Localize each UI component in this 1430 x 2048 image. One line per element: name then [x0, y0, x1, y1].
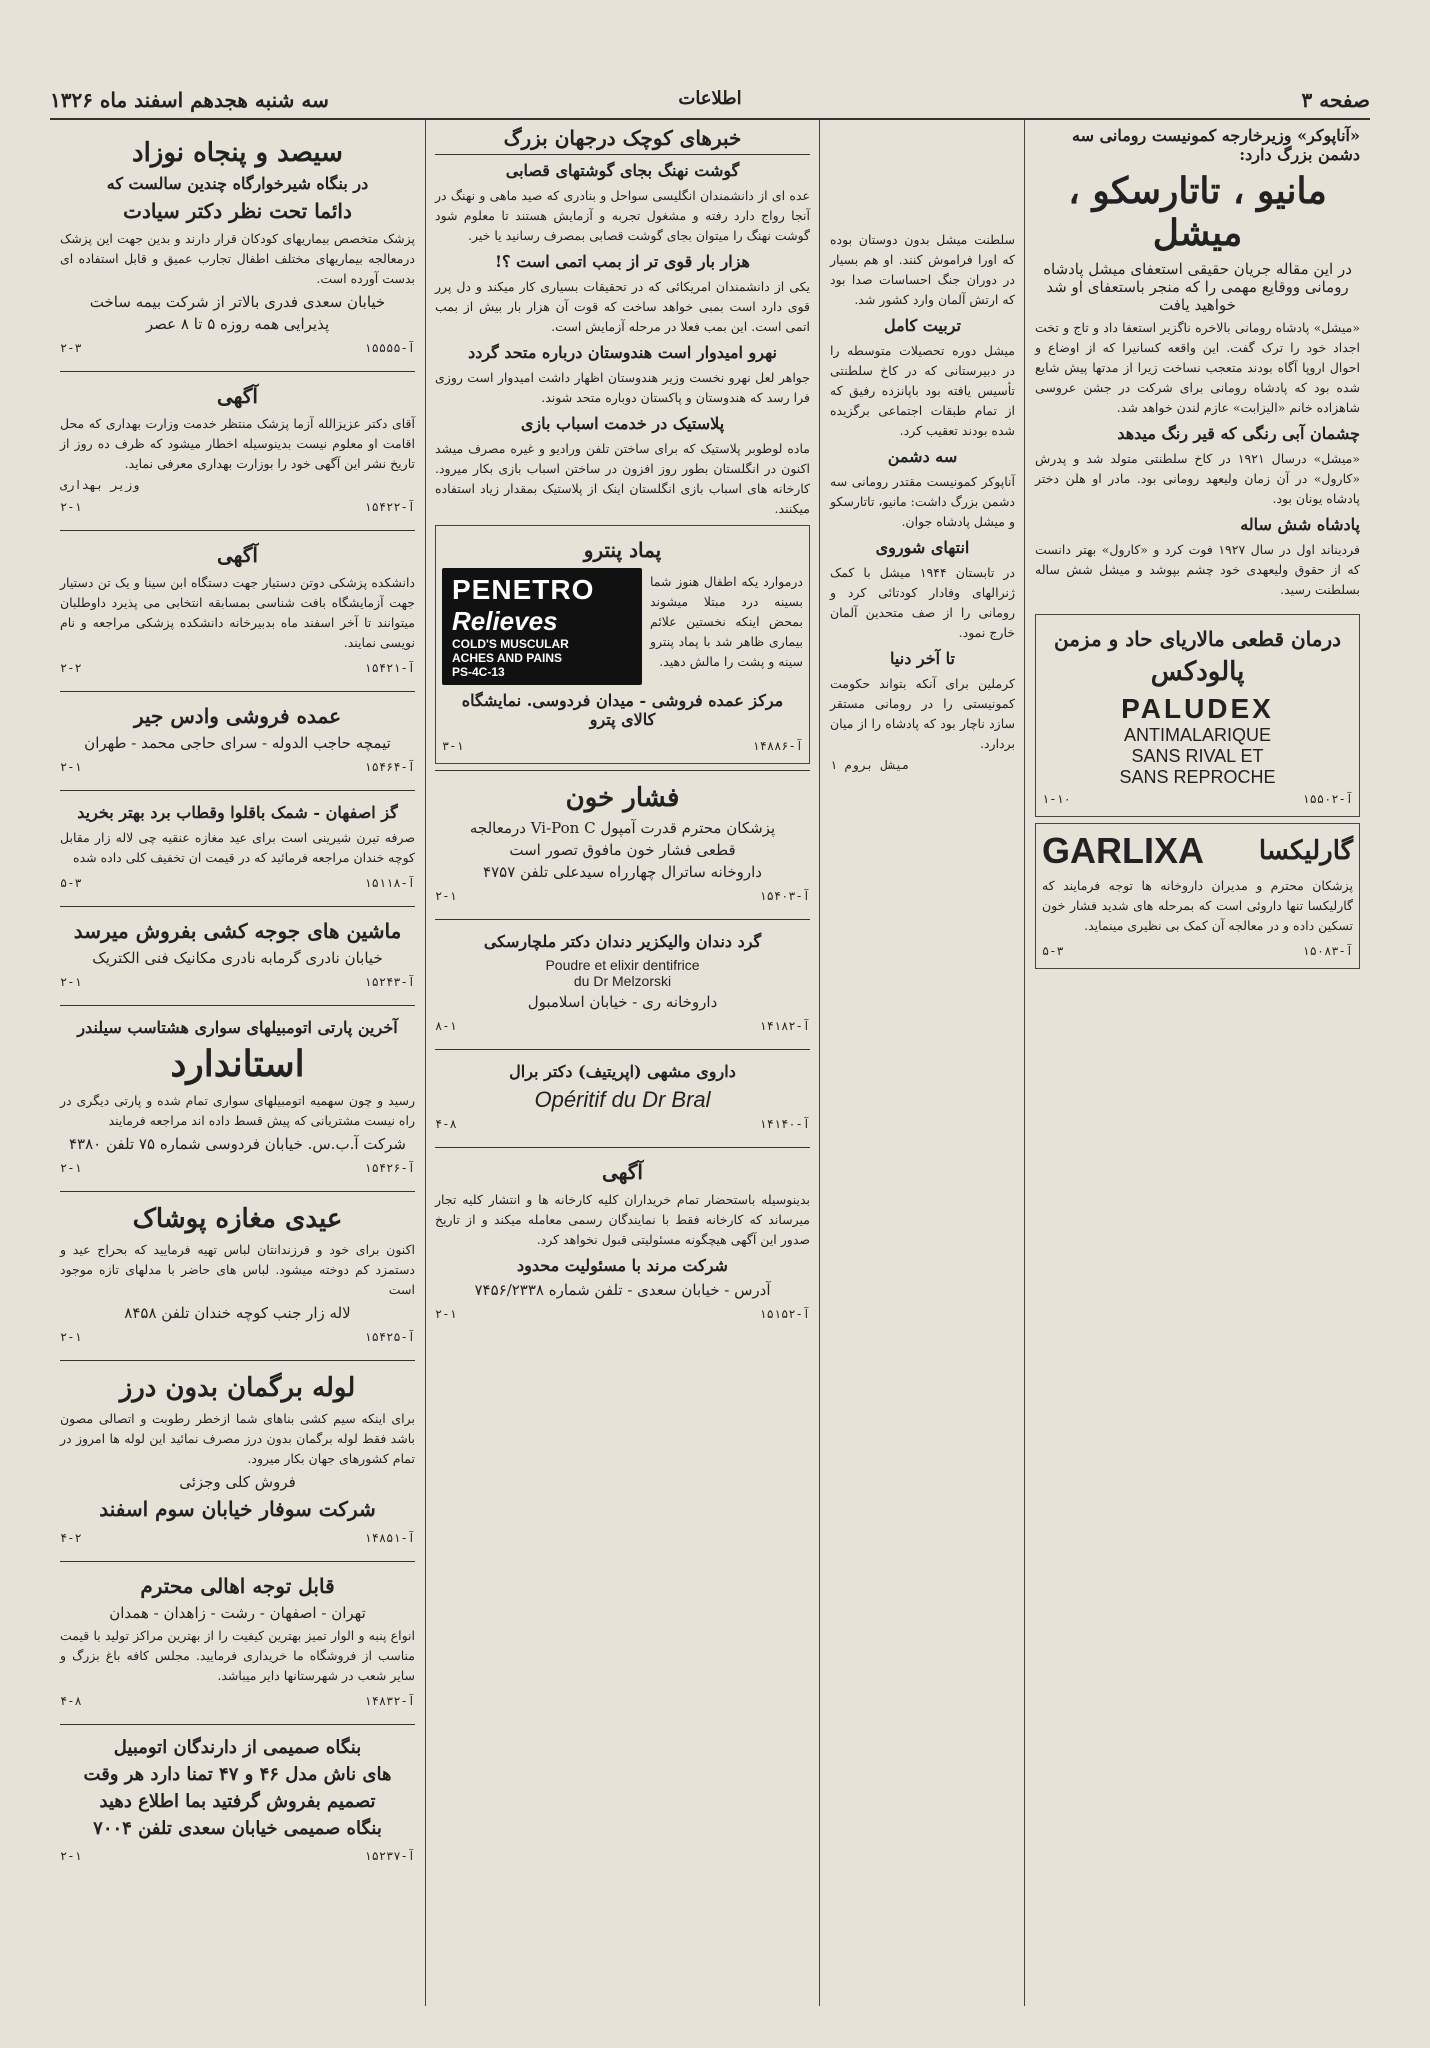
ad-tag: ۲-۱: [60, 760, 82, 774]
marand-notice: [435, 1147, 810, 1331]
article-paragraph: سلطنت میشل بدون دوستان بوده که اورا فراموش کنند. او هم بسیار در دوران جنگ احساسات صدا بود که ارتش آلمان وارد کشور شد.: [830, 232, 1015, 307]
paludex-line: SANS RIVAL ET: [1131, 746, 1264, 766]
news-headline: هزار بار قوی تر از بمب اتمی است ؟!: [495, 252, 750, 271]
news-paragraph: ماده لوطوبر پلاستیک که برای ساختن تلفن ورادیو و غیره مصرف میشد اکنون در انگلستان بطور روز افزون در ساختن اسباب بازی بکار میرود. کارخانه های اسباب بازی انگلستان اینک از پلاستیک بمقدار زیاد استفاده میکنند.: [435, 441, 810, 516]
pipe-company: شرکت سوفار خیابان سوم اسفند: [99, 1497, 376, 1521]
car-line: تصمیم بفروش گرفتید بما اطلاع دهید: [99, 1791, 376, 1812]
ad-ref: آ-۱۵۴۰۳: [759, 889, 810, 903]
penetro-ad: [435, 525, 810, 764]
notice-signature: وزیر بهداری: [60, 478, 140, 492]
ad-ref: آ-۱۴۱۴۰: [759, 1117, 810, 1131]
article-continuation-column: [820, 120, 1025, 2006]
ad-tag: ۲-۳: [60, 341, 82, 355]
ad-ref: آ-۱۵۴۲۵: [364, 1330, 415, 1344]
ad-ref: آ-۱۴۱۸۲: [759, 1019, 810, 1033]
pipe-seller: فروش کلی وجزئی: [179, 1473, 296, 1491]
notice-ad: [60, 530, 415, 685]
paludex-line: ANTIMALARIQUE: [1123, 725, 1272, 745]
notice-title: آگهی: [217, 543, 258, 567]
eidi-text: اکنون برای خود و فرزندانتان لباس تهیه فرمایید که بحراج عید و دستمزد کم دوخته میشود. لباس های حاضر با مدلهای تازه موجود است: [60, 1242, 415, 1297]
penetro-line: ACHES AND PAINS: [452, 651, 563, 665]
babies-title: سیصد و پنجاه نوزاد: [132, 138, 343, 168]
article-paragraph: «میشل» پادشاه رومانی بالاخره ناگزیر استعفا داد و تاج و تخت اجداد خود را ترک گفت. این واقعه کسانیرا که از اوضاع و احوال اروپا آگاه بودند متعجب نساخت زیرا از مدتها پیش شایع شده بود که پادشاه رومانی برای شرکت در جشن عروسی شاهزاده خانم «الیزابت» عازم لندن خواهد شد.: [1035, 320, 1360, 415]
standard-title: استاندارد: [170, 1043, 305, 1085]
bral-latin: Opéritif du Dr Bral: [534, 1087, 711, 1112]
paludex-ad: [1035, 614, 1360, 817]
page-number: صفحه ۳: [1301, 88, 1370, 112]
news-headline: گوشت نهنگ بجای گوشتهای قصابی: [505, 161, 740, 180]
section-heading: سه دشمن: [887, 447, 958, 466]
penetro-title: پماد پنترو: [583, 538, 662, 562]
babies-address: خیابان سعدی فدری بالاتر از شرکت بیمه ساخت: [89, 293, 386, 311]
ad-ref: آ-۱۵۰۸۳: [1302, 944, 1353, 958]
penetro-footer: مرکز عمده فروشی - میدان فردوسی. نمایشگاه کالای پترو: [461, 691, 784, 729]
pipe-ad: [60, 1360, 415, 1555]
sweets-text: صرفه تیرن شیرینی است برای عید مغازه عنقیه چی لاله زار مقابل کوچه خندان مراجعه فرمائید که در قیمت ان تخفیف کلی داده شده: [60, 830, 415, 865]
blood-line: پزشکان محترم قدرت آمپول Vi-Pon C درمعالجه: [469, 819, 776, 837]
ad-tag: ۴-۸: [60, 1694, 82, 1708]
ad-ref: آ-۱۵۴۶۴: [364, 760, 415, 774]
car-line: بنگاه صمیمی از دارندگان اتومبیل: [113, 1737, 362, 1758]
ad-tag: ۳-۱: [442, 739, 464, 753]
dental-latin: du Dr Melzorski: [573, 973, 672, 989]
car-dealer-ad: [60, 1724, 415, 1873]
ad-ref: آ-۱۵۴۲۱: [364, 661, 415, 675]
blood-line: قطعی فشار خون مافوق تصور است: [509, 841, 736, 859]
babies-hours: پذیرایی همه روزه ۵ تا ۸ عصر: [145, 315, 330, 333]
ad-tag: ۲-۱: [435, 1307, 457, 1321]
pipe-text: برای اینکه سیم کشی بناهای شما ازخطر رطوبت و اتصالی مصون باشد فقط لوله برگمان بدون درز مصرف نمائید این لوله ها امروز در تمام کشورهای جهان بکار میرود.: [60, 1411, 415, 1466]
garlixa-text: پزشکان محترم و مدیران داروخانه ها توجه فرمایند که گارلیکسا تنها داروئی است که بمرحله های شدید فشار خون تسکین داده و در معالجه آن کمک بی نظیری مینماید.: [1042, 878, 1353, 933]
bral-ad: [435, 1049, 810, 1141]
standard-ad: [60, 1005, 415, 1185]
article-subhead: در این مقاله جریان حقیقی استعفای میشل پادشاه رومانی ووقایع مهمی را که منجر باستعفای او شد خواهید یافت: [1043, 260, 1352, 314]
car-line: بنگاه صمیمی خیابان سعدی تلفن ۷۰۰۴: [93, 1818, 382, 1839]
ad-tag: ۲-۱: [60, 1330, 82, 1344]
notice-company: شرکت مرند با مسئولیت محدود: [517, 1256, 728, 1275]
ad-ref: آ-۱۴۸۳۲: [364, 1694, 415, 1708]
ad-tag: ۲-۲: [60, 661, 82, 675]
notice-text: بدینوسیله باستحضار تمام خریداران کلیه کارخانه ها و انتشار کلیه تجار میرساند که کارخانه فقط با نمایندگان رسمی معامله میکند و از تاریخ صدور این آگهی هیچگونه مسئولیتی قبول نخواهد کرد.: [435, 1192, 810, 1247]
article-sign: میشل بروم ۱: [830, 758, 910, 772]
paludex-persian-brand: پالودکس: [1150, 657, 1245, 687]
eidi-title: عیدی مغازه پوشاک: [132, 1204, 343, 1234]
newspaper-name: اطلاعات: [678, 88, 742, 109]
babies-ad: [60, 126, 415, 365]
paludex-line: SANS REPROCHE: [1119, 767, 1276, 787]
ad-ref: آ-۱۵۱۱۸: [364, 876, 415, 890]
article-paragraph: میشل دوره تحصیلات متوسطه را در دبیرستانی که در کاخ سلطنتی تأسیس یافته بود باپانزده رفیق که از تمام طبقات اجتماعی برگزیده شده بودند تعقیب کرد.: [830, 343, 1015, 438]
wholesale-title: عمده فروشی وادس جیر: [133, 704, 341, 728]
section-heading: پادشاه شش ساله: [1240, 515, 1360, 534]
sweets-ad: [60, 790, 415, 900]
penetro-brand: PENETRO: [452, 574, 595, 605]
section-heading: تا آخر دنیا: [890, 649, 955, 668]
ad-ref: آ-۱۵۱۵۲: [759, 1307, 810, 1321]
notice-text: دانشکده پزشکی دوتن دستیار جهت دستگاه ابن سینا و یک تن دستیار جهت آزمایشگاه بافت شناسی بمسابقه انتخابی می پذیرد داوطلبان میتوانند تا آخر اسفند ماه بدبیرخانه دانشکده پزشکی مراجعه و نام نویسی نمایند.: [60, 575, 415, 650]
wholesale-ad: [60, 691, 415, 784]
dental-title: گرد دندان والیکزیر دندان دکتر ملچارسکی: [483, 932, 762, 951]
attention-title: قابل توجه اهالی محترم: [140, 1574, 335, 1598]
ad-tag: ۵-۳: [1042, 944, 1064, 958]
ad-tag: ۸-۱: [435, 1019, 457, 1033]
section-heading: انتهای شوروی: [875, 538, 970, 557]
paludex-persian-top: درمان قطعی مالاریای حاد و مزمن: [1053, 627, 1342, 651]
ad-tag: ۵-۳: [60, 876, 82, 890]
section-heading: تربیت کامل: [883, 316, 962, 335]
right-column: [1025, 120, 1370, 2006]
article-paragraph: در تابستان ۱۹۴۴ میشل با کمک ژنرالهای وفادار کودتائی کرد و رومانی را از صف متحدین آلمان خارج نمود.: [830, 565, 1015, 640]
ad-ref: آ-۱۵۲۳۷: [364, 1849, 415, 1863]
penetro-logo: [442, 568, 642, 685]
penetro-code: PS-4C-13: [452, 665, 505, 679]
blood-pressure-ad: [435, 770, 810, 913]
incubator-ad: [60, 906, 415, 999]
article-paragraph: کرملین برای آنکه بتواند حکومت کمونیستی را در رومانی مستقر سازد ناچار بود که پادشاه را از میان بردارد.: [830, 676, 1015, 751]
ad-tag: ۴-۲: [60, 1531, 82, 1545]
news-paragraph: عده ای از دانشمندان انگلیسی سواحل و بنادری که صید ماهی و نهنگ در آنجا رواج دارد رفته و مشغول تجربه و آزمایش هستند تا معلوم شود گوشت نهنگ را میتوان بجای گوشت قصابی بمصرف رسانید یا خیر.: [435, 188, 810, 243]
classifieds-column: [50, 120, 425, 2006]
news-paragraph: یکی از دانشمندان امریکائی که در تحقیقات بسیاری کار میکند و دل پرر قوی دارد است بمبی خواهد ساخت که قوت آن هزار بار بیش از بمب اتمی است. این بمب فعلا در مرحله آزمایش است.: [435, 279, 810, 334]
sweets-title: گز اصفهان - شمک باقلوا وقطاب برد بهتر بخرید: [77, 803, 398, 822]
ad-tag: ۲-۱: [60, 1161, 82, 1175]
eidi-address: لاله زار جنب کوچه خندان تلفن ۸۴۵۸: [124, 1304, 351, 1322]
penetro-text: درموارد یکه اطفال هنوز شما بسینه درد مبتلا میشوند بمحض اینکه نخستین علائم بیماری ظاهر شد با پماد پنترو سینه و پشت را مالش دهید.: [650, 574, 803, 669]
blood-line: داروخانه ساترال چهارراه سیدعلی تلفن ۴۷۵۷: [483, 863, 762, 881]
ad-ref: آ-۱۴۸۵۱: [364, 1531, 415, 1545]
news-headline: نهرو امیدوار است هندوستان درباره متحد گردد: [468, 343, 777, 362]
penetro-relieves: Relieves: [452, 606, 558, 636]
wholesale-text: تیمچه حاجب الدوله - سرای حاجی محمد - طهران: [84, 734, 391, 752]
attention-ad: [60, 1561, 415, 1718]
attention-text: انواع پنبه و الوار تمیز بهترین کیفیت را از بهترین مراکز تولید با قیمت مناسب از فروشگاه ما خریداری فرمایید. مجلس کافه باغ بزرگ و سایر شعب در شهرستانها دایر میباشد.: [60, 1628, 415, 1683]
notice-ad: [60, 371, 415, 524]
dental-ad: [435, 919, 810, 1043]
ad-ref: آ-۱۵۴۲۲: [364, 500, 415, 514]
article-kicker: «آناپوکر» وزیرخارجه کمونیست رومانی سه دشمن بزرگ دارد:: [1072, 126, 1360, 164]
eidi-ad: [60, 1191, 415, 1354]
attention-cities: تهران - اصفهان - رشت - زاهدان - همدان: [109, 1604, 366, 1622]
article-headline: مانیو ، تاتارسکو ، میشل: [1068, 170, 1327, 254]
article-paragraph: فردیناند اول در سال ۱۹۲۷ فوت کرد و «کارول» بهتر دانست که از حقوق ولیعهدی خود چشم بپوشد و میشل شش ساله بسلطنت رسید.: [1035, 542, 1360, 597]
dental-address: داروخانه ری - خیابان اسلامبول: [527, 993, 718, 1011]
notice-address: آدرس - خیابان سعدی - تلفن شماره ۷۴۵۶/۲۳۳۸: [474, 1281, 771, 1299]
notice-title: آگهی: [602, 1160, 643, 1184]
issue-date: سه شنبه هجدهم اسفند ماه ۱۳۲۶: [50, 88, 329, 112]
garlixa-ad: [1035, 823, 1360, 969]
penetro-line: COLD'S MUSCULAR: [452, 637, 569, 651]
notice-text: آقای دکتر عزیزالله آزما پزشک منتظر خدمت وزارت بهداری که محل اقامت او معلوم نیست بدینوسیله اخطار میشود که ظرف ده روز از تاریخ نشر این آگهی خود را بوزارت بهداری معرفی نماید.: [60, 416, 415, 471]
garlixa-latin: GARLIXA: [1042, 830, 1204, 871]
car-line: های ناش مدل ۴۶ و ۴۷ تمنا دارد هر وقت: [83, 1764, 392, 1785]
blood-title: فشار خون: [565, 783, 680, 813]
ad-tag: ۲-۱: [435, 889, 457, 903]
ad-tag: ۲-۱: [60, 500, 82, 514]
article-paragraph: آناپوکر کمونیست مقتدر رومانی سه دشمن بزرگ داشت: مانیو، تاتارسکو و میشل پادشاه جوان.: [830, 474, 1015, 529]
standard-top: آخرین پارتی اتومبیلهای سواری هشتاسب سیلندر: [77, 1018, 398, 1037]
standard-company: شرکت آ.ب.س. خیابان فردوسی شماره ۷۵ تلفن ۴۳۸۰: [69, 1135, 406, 1153]
ad-ref: آ-۱۵۴۲۶: [364, 1161, 415, 1175]
ad-tag: ۱-۱۰: [1042, 792, 1071, 806]
garlixa-persian: گارلیکسا: [1258, 836, 1353, 866]
bral-title: داروی مشهی (اپریتیف) دکتر برال: [509, 1062, 736, 1081]
notice-title: آگهی: [217, 384, 258, 408]
ad-ref: آ-۱۴۸۸۶: [752, 739, 803, 753]
article-paragraph: «میشل» درسال ۱۹۲۱ در کاخ سلطنتی متولد شد و پدرش «کارول» در آن زمان ولیعهد رومانی بود. مادر او هلن دختر پادشاه یونان بود.: [1035, 451, 1360, 506]
news-paragraph: جواهر لعل نهرو نخست وزیر هندوستان اظهار داشت امیدوار است روزی فرا رسد که هندوستان و پاکستان دوباره متحد شوند.: [435, 370, 810, 405]
ad-ref: آ-۱۵۵۵۵: [364, 341, 415, 355]
paludex-latin-brand: PALUDEX: [1121, 693, 1274, 724]
section-heading: چشمان آبی رنگی که قیر رنگ میدهد: [1117, 424, 1360, 443]
babies-line: در بنگاه شیرخوارگاه چندین سالست که: [106, 174, 369, 193]
incubator-text: خیابان نادری گرمابه نادری مکانیک فنی الکتریک: [92, 949, 383, 967]
dental-latin: Poudre et elixir dentifrice: [545, 957, 700, 973]
news-headline: پلاستیک در خدمت اسباب بازی: [520, 414, 725, 433]
ad-ref: آ-۱۵۲۴۳: [364, 975, 415, 989]
babies-text: پزشک متخصص بیماریهای کودکان قرار دارند و بدین جهت این پزشک درمعالجه بیماریهای مختلف اطفال تجارب عمیق و قابل استفاده ای بدست آورده است.: [60, 231, 415, 286]
news-section-title: خبرهای کوچک درجهان بزرگ: [435, 126, 810, 155]
center-column: [425, 120, 820, 2006]
ad-tag: ۲-۱: [60, 1849, 82, 1863]
pipe-title: لوله برگمان بدون درز: [119, 1373, 356, 1403]
ad-tag: ۲-۱: [60, 975, 82, 989]
babies-line: دائما تحت نظر دکتر سیادت: [123, 199, 352, 223]
ad-tag: ۴-۸: [435, 1117, 457, 1131]
incubator-title: ماشین های جوجه کشی بفروش میرسد: [73, 919, 402, 943]
ad-ref: آ-۱۵۵۰۲: [1302, 792, 1353, 806]
standard-text: رسید و چون سهمیه اتومبیلهای سواری تمام شده و پارتی دیگری در راه نیست مشتریانی که پیش قسط داده اند مراجعه فرمایند: [60, 1093, 415, 1128]
